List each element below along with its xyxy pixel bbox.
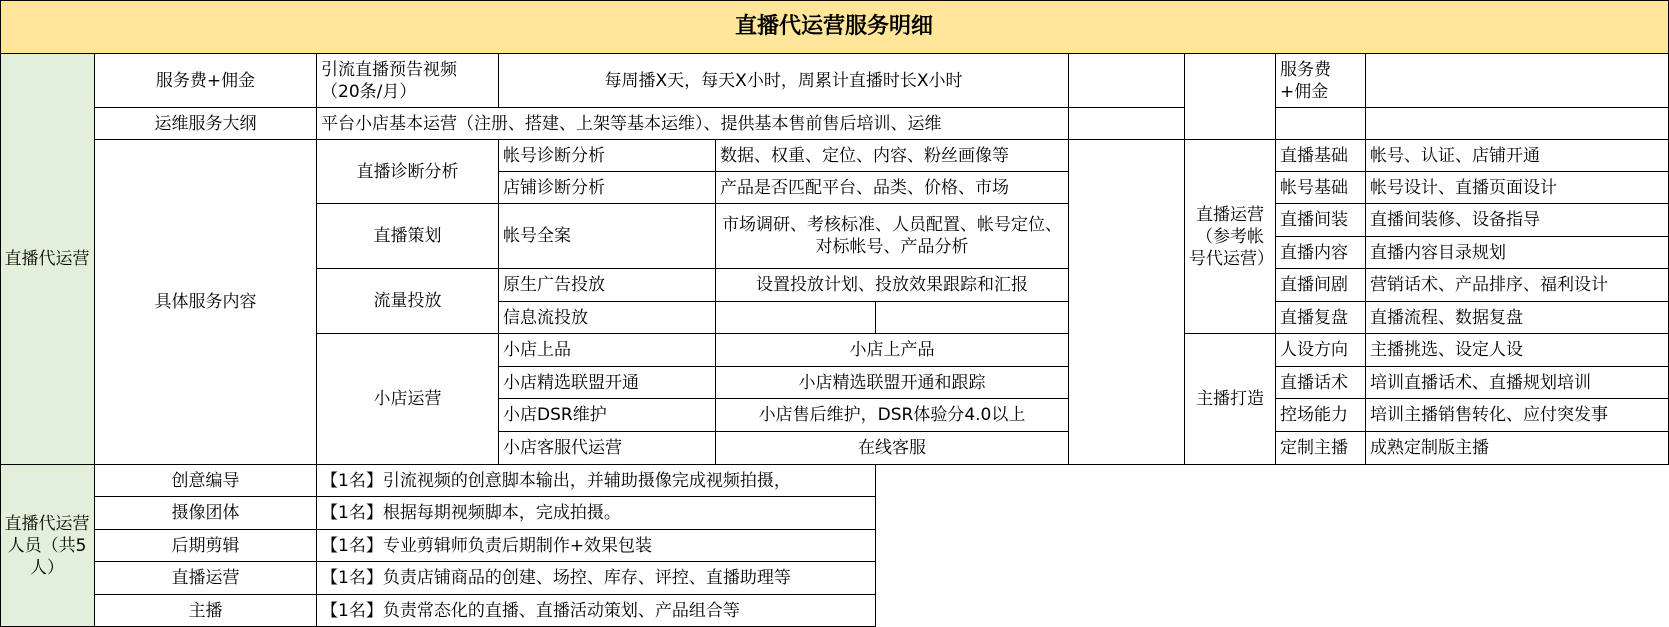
- staff-role: 摄像团体: [95, 497, 317, 530]
- right-item-name: 帐号基础: [1276, 172, 1366, 204]
- group-traffic: 流量投放: [317, 269, 499, 334]
- right-item-desc: 培训直播话术、直播规划培训: [1366, 367, 1669, 399]
- empty-cell: [1185, 54, 1276, 140]
- sheet-title: 直播代运营服务明细: [0, 0, 1669, 54]
- empty-cell: [1069, 54, 1185, 108]
- staff-role: 主播: [95, 595, 317, 627]
- right-item-name: 直播话术: [1276, 367, 1366, 399]
- fee-label: 服务费+佣金: [95, 54, 317, 108]
- content-label: 具体服务内容: [95, 140, 317, 465]
- right-group-ops: 直播运营（参考帐号代运营）: [1185, 140, 1276, 334]
- right-item-desc: 培训主播销售转化、应付突发事: [1366, 399, 1669, 432]
- staff-role: 后期剪辑: [95, 530, 317, 562]
- item-name: 小店上品: [499, 334, 716, 367]
- staff-desc: 【1名】根据每期视频脚本，完成拍摄。: [317, 497, 876, 530]
- right-group-host: 主播打造: [1185, 334, 1276, 465]
- item-name: 信息流投放: [499, 302, 716, 334]
- section-label-operation: 直播代运营: [0, 54, 95, 465]
- right-item-desc: 成熟定制版主播: [1366, 432, 1669, 465]
- item-desc: 在线客服: [716, 432, 1069, 465]
- item-desc: 设置投放计划、投放效果跟踪和汇报: [716, 269, 1069, 302]
- staff-desc: 【1名】专业剪辑师负责后期制作+效果包装: [317, 530, 876, 562]
- right-item-name: 直播复盘: [1276, 302, 1366, 334]
- item-name: 小店DSR维护: [499, 399, 716, 432]
- right-item-desc: 直播流程、数据复盘: [1366, 302, 1669, 334]
- right-item-name: 人设方向: [1276, 334, 1366, 367]
- right-item-desc: 直播间装修、设备指导: [1366, 204, 1669, 237]
- right-item-desc: 营销话术、产品排序、福利设计: [1366, 269, 1669, 302]
- right-item-desc: 直播内容目录规划: [1366, 237, 1669, 269]
- staff-desc: 【1名】负责常态化的直播、直播活动策划、产品组合等: [317, 595, 876, 627]
- item-desc: 小店精选联盟开通和跟踪: [716, 367, 1069, 399]
- right-item-name: 直播内容: [1276, 237, 1366, 269]
- item-desc: 小店上产品: [716, 334, 1069, 367]
- section-label-staff: 直播代运营人员（共5人）: [0, 465, 95, 627]
- right-item-desc: 帐号设计、直播页面设计: [1366, 172, 1669, 204]
- item-desc: 产品是否匹配平台、品类、价格、市场: [716, 172, 1069, 204]
- empty-cell: [1276, 108, 1366, 140]
- item-name: 帐号全案: [499, 204, 716, 269]
- empty-cell: [1366, 108, 1669, 140]
- staff-role: 直播运营: [95, 562, 317, 595]
- item-desc: 数据、权重、定位、内容、粉丝画像等: [716, 140, 1069, 172]
- empty-cell: [876, 302, 1069, 334]
- fee-video: 引流直播预告视频（20条/月）: [317, 54, 499, 108]
- ops-outline-label: 运维服务大纲: [95, 108, 317, 140]
- right-fee-label: 服务费+佣金: [1276, 54, 1366, 108]
- item-name: 原生广告投放: [499, 269, 716, 302]
- item-name: 帐号诊断分析: [499, 140, 716, 172]
- item-desc: 小店售后维护，DSR体验分4.0以上: [716, 399, 1069, 432]
- item-desc: 市场调研、考核标准、人员配置、帐号定位、对标帐号、产品分析: [716, 204, 1069, 269]
- group-diagnosis: 直播诊断分析: [317, 140, 499, 204]
- item-name: 小店精选联盟开通: [499, 367, 716, 399]
- right-item-desc: 帐号、认证、店铺开通: [1366, 140, 1669, 172]
- staff-desc: 【1名】引流视频的创意脚本输出，并辅助摄像完成视频拍摄，: [317, 465, 876, 497]
- right-item-name: 直播基础: [1276, 140, 1366, 172]
- group-shop: 小店运营: [317, 334, 499, 465]
- staff-desc: 【1名】负责店铺商品的创建、场控、库存、评控、直播助理等: [317, 562, 876, 595]
- empty-cell: [1069, 108, 1185, 140]
- group-planning: 直播策划: [317, 204, 499, 269]
- right-item-desc: 主播挑选、设定人设: [1366, 334, 1669, 367]
- right-item-name: 直播间剧: [1276, 269, 1366, 302]
- right-item-name: 定制主播: [1276, 432, 1366, 465]
- empty-column: [1069, 140, 1185, 465]
- empty-cell: [1366, 54, 1669, 108]
- ops-outline-desc: 平台小店基本运营（注册、搭建、上架等基本运维）、提供基本售前售后培训、运维: [317, 108, 1069, 140]
- item-name: 店铺诊断分析: [499, 172, 716, 204]
- item-name: 小店客服代运营: [499, 432, 716, 465]
- fee-desc: 每周播X天，每天X小时，周累计直播时长X小时: [499, 54, 1069, 108]
- right-item-name: 直播间装: [1276, 204, 1366, 237]
- staff-role: 创意编导: [95, 465, 317, 497]
- item-desc: [716, 302, 876, 334]
- right-item-name: 控场能力: [1276, 399, 1366, 432]
